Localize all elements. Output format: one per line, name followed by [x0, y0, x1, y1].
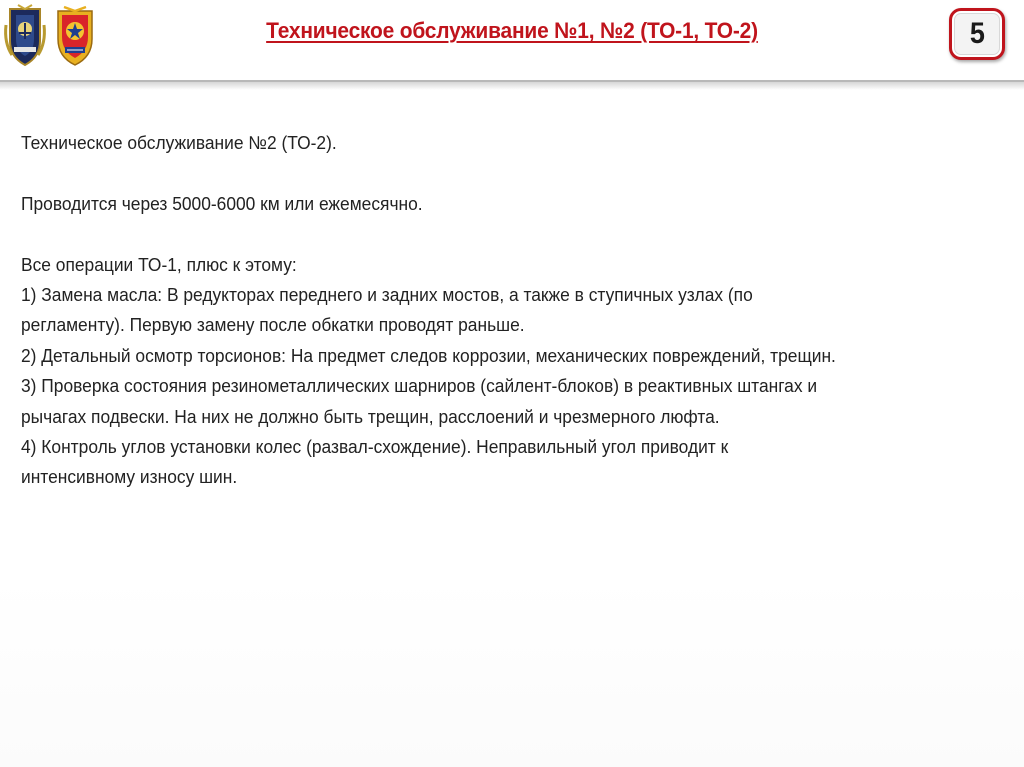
list-item-3-line-2: рычагах подвески. На них не должно быть трещин, расслоений и чрезмерного люфта.	[21, 405, 720, 427]
spacer	[21, 219, 956, 249]
list-item-4-line-1: 4) Контроль углов установки колес (развал-схождение). Неправильный угол приводит к	[21, 436, 729, 458]
list-item-4-line-2: интенсивному износу шин.	[21, 466, 238, 488]
list-item-3-line-1: 3) Проверка состояния резинометаллических шарниров (сайлент-блоков) в реактивных штангах и	[21, 375, 818, 397]
navy-emblem-icon	[2, 3, 48, 67]
slide-body	[21, 128, 956, 493]
emergency-ministry-emblem-icon	[52, 3, 98, 67]
header-divider-shadow	[0, 82, 1024, 90]
service-interval: Проводится через 5000-6000 км или ежемесячно.	[21, 192, 423, 214]
list-item-2: 2) Детальный осмотр торсионов: На предмет следов коррозии, механических повреждений, трещин.	[21, 344, 836, 366]
operations-intro: Все операции ТО-1, плюс к этому:	[21, 253, 297, 275]
section-heading: Техническое обслуживание №2 (ТО-2).	[21, 132, 337, 153]
slide-number: 5	[969, 17, 985, 50]
list-item-1-line-2: регламенту). Первую замену после обкатки проводят раньше.	[21, 314, 525, 336]
list-item-1-line-1: 1) Замена масла: В редукторах переднего и задних мостов, а также в ступичных узлах (по	[21, 284, 753, 305]
slide-number-badge	[949, 8, 1005, 60]
slide-title: Техническое обслуживание №1, №2 (ТО-1, ТО-2)	[266, 18, 758, 43]
spacer	[21, 158, 956, 188]
slide-header	[0, 0, 1024, 75]
